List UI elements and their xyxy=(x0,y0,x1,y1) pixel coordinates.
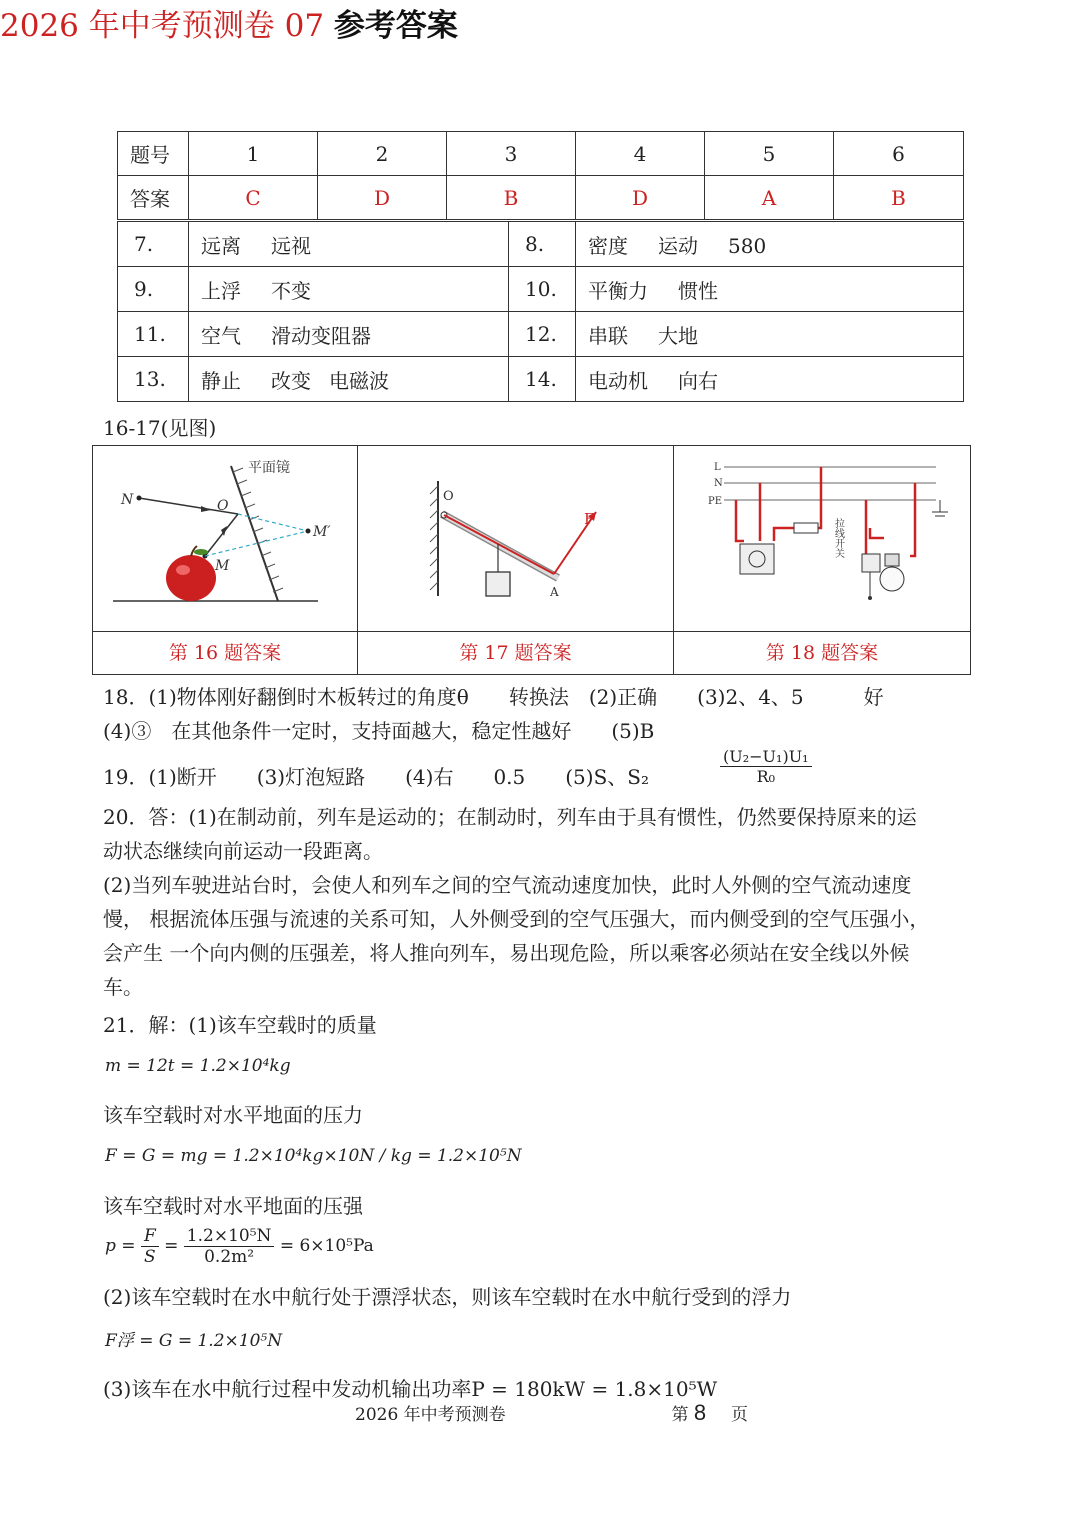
answer-cell: 静止 改变 电磁波 xyxy=(189,357,509,402)
figure-18 xyxy=(674,446,970,631)
answer-cell: 远离 远视 xyxy=(189,222,509,267)
table-row xyxy=(118,222,964,267)
question-number: 11. xyxy=(118,312,189,357)
table-row xyxy=(118,267,964,312)
answer-cell: B xyxy=(834,176,964,220)
answer-20: 20．答：(1)在制动前，列车是运动的；在制动时，列车由于具有惯性，仍然要保持原来的运 动状态继续向前运动一段距离。 (2)当列车驶进站台时，会使人和列车之间的空气流动速度加快，此时人外侧的空气流动速度 慢， 根据流体压强与流速的关系可知，人外侧受到的空气压强大，而内侧受到的空气压强小， 会产生 一个向内侧的压强差，将人推向列车，易出现危险，所以乘客必须站在安全线以外候 车。 xyxy=(103,805,930,999)
answer-cell: 电动机 向右 xyxy=(576,357,964,402)
circuit-diagram xyxy=(674,446,970,630)
question-number: 7. xyxy=(118,222,189,267)
figure-17 xyxy=(358,446,674,631)
svg-text:N: N xyxy=(121,492,134,508)
answer-cell: A xyxy=(705,176,834,220)
table-header-question: 题号 xyxy=(118,132,189,176)
figure-panel xyxy=(92,445,971,675)
table-row xyxy=(118,357,964,402)
page-title: 2026 年中考预测卷 07 参考答案 xyxy=(0,8,458,44)
answer-21-line2: 该车空载时对水平地面的压力 xyxy=(103,1103,363,1127)
choice-answer-table xyxy=(117,131,964,220)
mirror-reflection-diagram xyxy=(93,446,356,630)
table-header-answer: 答案 xyxy=(118,176,189,220)
question-number: 1 xyxy=(189,132,318,176)
table-row xyxy=(118,312,964,357)
fill-answer-table xyxy=(117,221,964,402)
question-number: 4 xyxy=(576,132,705,176)
svg-text:拉线开关: 拉线开关 xyxy=(832,518,844,558)
figure-intro: 16-17(见图) xyxy=(103,416,217,440)
question-number: 8. xyxy=(509,222,576,267)
question-number: 5 xyxy=(705,132,834,176)
answer-cell: D xyxy=(318,176,447,220)
answer-cell: 上浮 不变 xyxy=(189,267,509,312)
svg-text:O: O xyxy=(443,489,454,504)
answer-21-line4: (2)该车空载时在水中航行处于漂浮状态，则该车空载时在水中航行受到的浮力 xyxy=(103,1285,792,1309)
answer-cell: D xyxy=(576,176,705,220)
answer-cell: 平衡力 惯性 xyxy=(576,267,964,312)
svg-text:平面镜: 平面镜 xyxy=(248,460,290,476)
formula-force: F = G = mg = 1.2×10⁴kg×10N / kg = 1.2×10⁵N xyxy=(105,1146,522,1166)
question-number: 13. xyxy=(118,357,189,402)
answer-21-line5: (3)该车在水中航行过程中发动机输出功率P = 180kW = 1.8×10⁵W xyxy=(103,1377,718,1401)
answer-cell: 空气 滑动变阻器 xyxy=(189,312,509,357)
answer-cell: C xyxy=(189,176,318,220)
answer-19-formula: $\frac{\text{(U₂−U₁)U₁}}{\text{R₀}}$ xyxy=(720,747,812,786)
figure-16 xyxy=(93,446,358,631)
figure-caption: 第 18 题答案 xyxy=(674,631,970,674)
page-footer: 2026 年中考预测卷 第 8 页 xyxy=(355,1400,748,1425)
figure-caption: 第 16 题答案 xyxy=(93,631,358,674)
answer-21-line1: 21．解：(1)该车空载时的质量 xyxy=(103,1013,377,1037)
lever-force-diagram xyxy=(358,446,672,630)
svg-text:L: L xyxy=(714,462,721,473)
svg-text:M: M xyxy=(215,558,230,574)
question-number: 3 xyxy=(447,132,576,176)
question-number: 2 xyxy=(318,132,447,176)
answer-21-line3: 该车空载时对水平地面的压强 xyxy=(103,1194,363,1218)
formula-buoyancy: F浮 = G = 1.2×10⁵N xyxy=(105,1331,283,1351)
svg-text:PE: PE xyxy=(708,496,723,507)
answer-18-line1: 18．(1)物体刚好翻倒时木板转过的角度θ 转换法 (2)正确 (3)2、4、5 好 xyxy=(103,685,884,709)
svg-text:O: O xyxy=(217,498,229,514)
answer-18-line2: (4)③ 在其他条件一定时，支持面越大，稳定性越好 (5)B xyxy=(103,719,655,743)
question-number: 6 xyxy=(834,132,964,176)
figure-caption: 第 17 题答案 xyxy=(358,631,674,674)
question-number: 10. xyxy=(509,267,576,312)
formula-mass: m = 12t = 1.2×10⁴kg xyxy=(105,1056,291,1076)
light-bulb-icon xyxy=(880,554,904,591)
question-number: 14. xyxy=(509,357,576,402)
svg-text:A: A xyxy=(550,585,559,599)
answer-cell: B xyxy=(447,176,576,220)
answer-cell: 串联 大地 xyxy=(576,312,964,357)
question-number: 9. xyxy=(118,267,189,312)
svg-text:N: N xyxy=(714,478,723,489)
svg-text:F: F xyxy=(584,510,595,528)
question-number: 12. xyxy=(509,312,576,357)
formula-pressure: p = $\frac{F}{S}$ = $\frac{\text{1.2×10⁵N}}{\text{0.2m²}}$ = 6×10⁵Pa xyxy=(105,1226,374,1267)
page-number: 8 xyxy=(693,1400,707,1425)
answer-cell: 密度 运动 580 xyxy=(576,222,964,267)
answer-19: 19．(1)断开 (3)灯泡短路 (4)右 0.5 (5)S、S₂ xyxy=(103,765,649,789)
svg-text:M′: M′ xyxy=(313,524,331,540)
apple-icon xyxy=(166,546,216,601)
